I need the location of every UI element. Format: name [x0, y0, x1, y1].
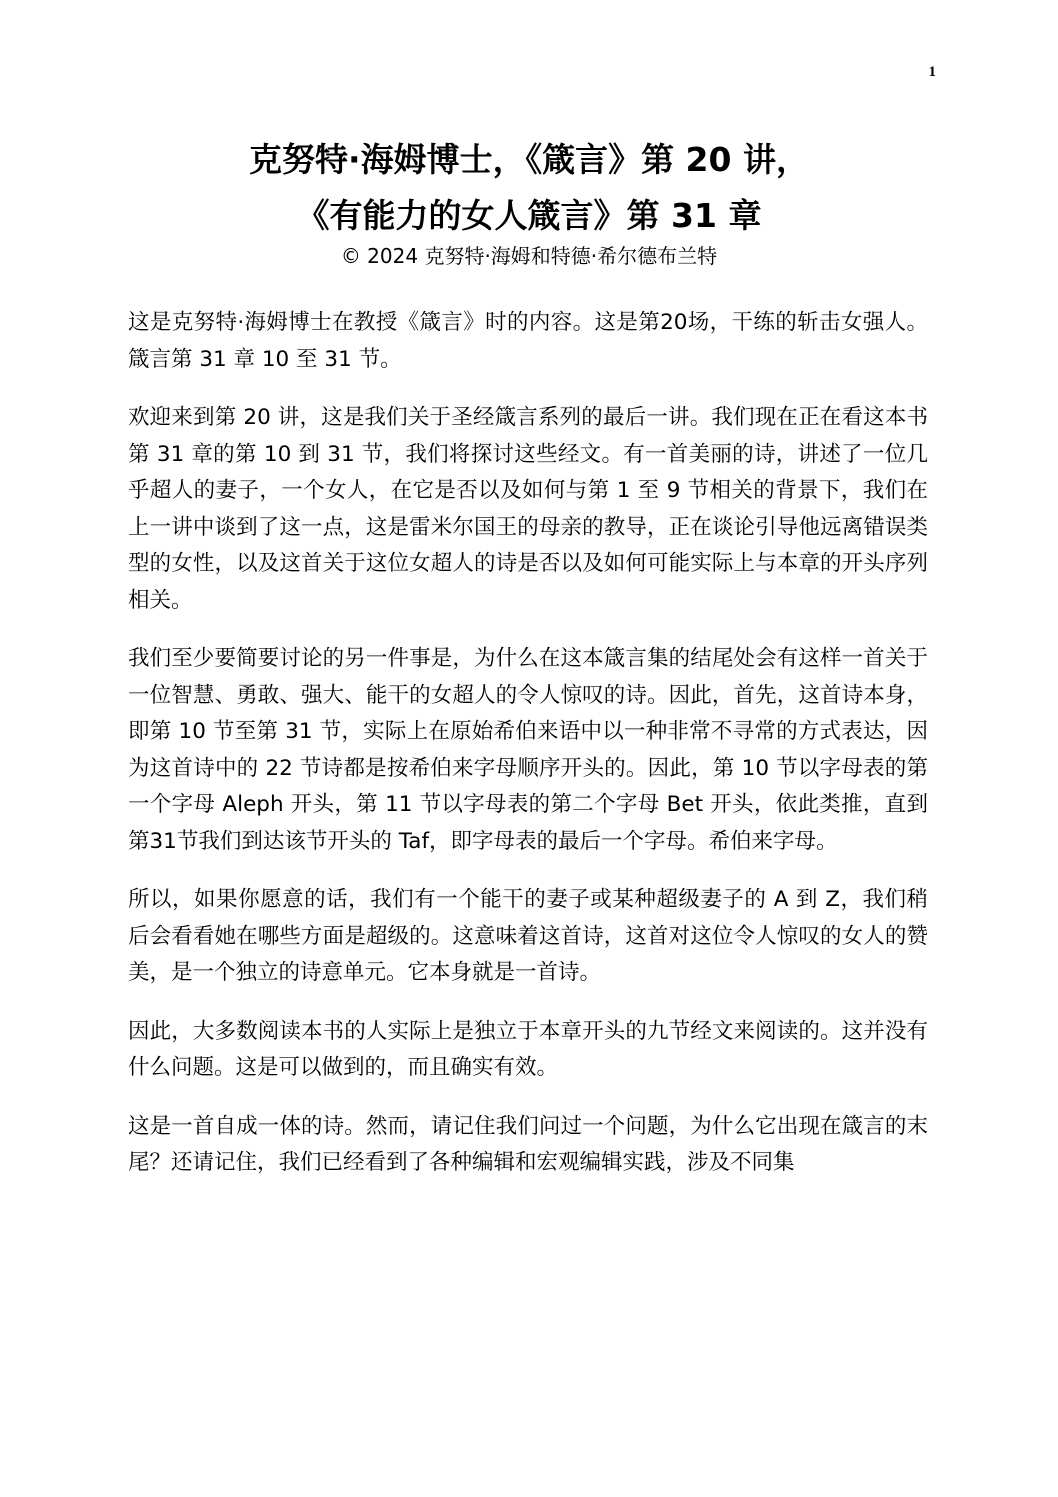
paragraph: 所以，如果你愿意的话，我们有一个能干的妻子或某种超级妻子的 A 到 Z，我们稍后会看看她在哪些方面是超级的。这意味着这首诗，这首对这位令人惊叹的女人的赞美，是一个独立的诗意单元。它本身就是一首诗。 [128, 887, 928, 985]
page-number: 1 [928, 64, 936, 80]
title-line-1: 克努特·海姆博士，《箴言》第 20 讲， [249, 140, 809, 179]
paragraph: 这是一首自成一体的诗。然而，请记住我们问过一个问题，为什么它出现在箴言的末尾？还请记住，我们已经看到了各种编辑和宏观编辑实践，涉及不同集 [128, 1113, 928, 1175]
paragraph: 因此，大多数阅读本书的人实际上是独立于本章开头的九节经文来阅读的。这并没有什么问题。这是可以做到的，而且确实有效。 [128, 1018, 928, 1080]
paragraph: 我们至少要简要讨论的另一件事是，为什么在这本箴言集的结尾处会有这样一首关于一位智慧、勇敢、强大、能干的女超人的令人惊叹的诗。因此，首先，这首诗本身，即第 10 节至第 31 节，实际上在原始希伯来语中以一种非常不寻常的方式表达，因为这首诗中的 22 节诗都是按希伯来字母顺序开头的。因此，第 10 节以字母表的第一个字母 Aleph 开头，第 11 节以字母表的第二个字母 Bet 开头，依此类推，直到第31节我们到达该节开头的 Taf，即字母表的最后一个字母。希伯来字母。 [128, 646, 928, 854]
paragraph: 这是克努特·海姆博士在教授《箴言》时的内容。这是第20场，干练的斩击女强人。箴言第 31 章 10 至 31 节。 [128, 310, 928, 372]
title-line-2: 《有能力的女人箴言》第 31 章 [296, 196, 762, 235]
body-text [128, 305, 928, 1204]
copyright-line: © 2024 克努特·海姆和特德·希尔德布兰特 [340, 244, 718, 268]
paragraph: 欢迎来到第 20 讲，这是我们关于圣经箴言系列的最后一讲。我们现在正在看这本书第 31 章的第 10 到 31 节，我们将探讨这些经文。有一首美丽的诗，讲述了一位几乎超人的妻子，一个女人，在它是否以及如何与第 1 至 9 节相关的背景下，我们在上一讲中谈到了这一点，这是雷米尔国王的母亲的教导，正在谈论引导他远离错误类型的女性，以及这首关于这位女超人的诗是否以及如何可能实际上与本章的开头序列相关。 [128, 405, 928, 613]
document-title [80, 132, 978, 244]
